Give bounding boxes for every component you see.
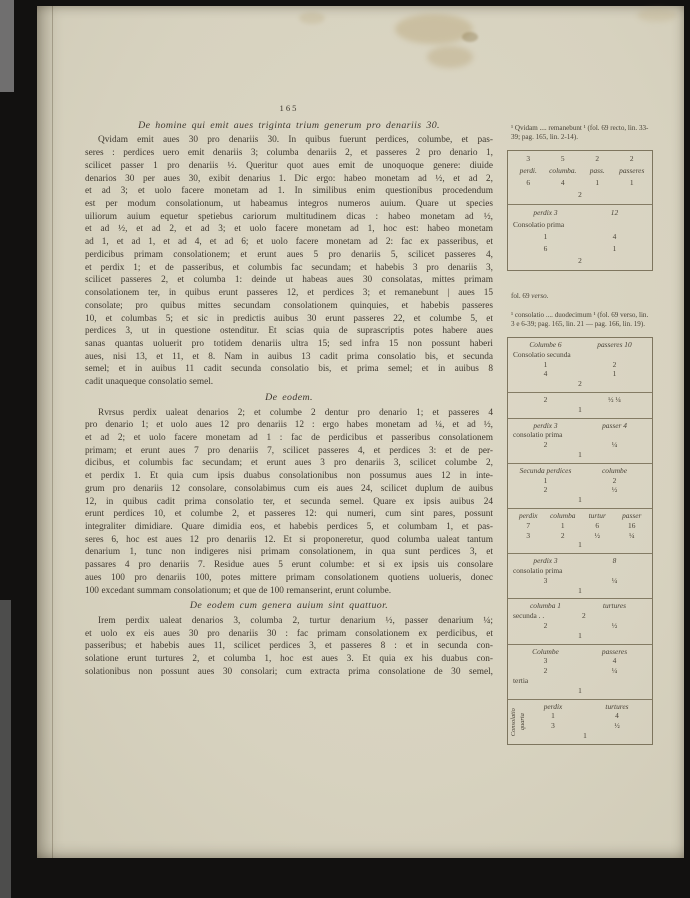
main-text-column	[85, 102, 493, 679]
table-cell: passer 4	[602, 420, 627, 430]
table-row	[511, 621, 649, 631]
table-cell: secunda . .	[513, 611, 545, 621]
table-cell: 6	[543, 244, 548, 253]
table-cell: 1	[583, 730, 587, 740]
table-section	[508, 151, 652, 204]
text-line: est per modum consolationum, ut habeamus integros numeros auium. Quare ut species	[85, 199, 493, 210]
foxing-stain	[299, 12, 325, 24]
table-cell: 2	[578, 379, 582, 389]
text-line: solatione erunt turtures 2, et columba 1, hoc est aues 3. Et quia ex his duabus con-	[85, 654, 493, 665]
table-cell: 3	[551, 721, 555, 731]
table-row	[511, 177, 649, 189]
table-row	[511, 340, 649, 350]
table-cell: ½	[611, 620, 618, 630]
table-row	[511, 540, 649, 550]
vertical-label: Consolatio quarta	[510, 707, 526, 736]
table-cell: columba	[550, 510, 576, 520]
text-line: semel; et in auibus 11 cadit secunda consolatio bis, et prima semel; et in auibus 8	[85, 364, 493, 375]
table-cell: turtures	[602, 601, 627, 611]
text-line: consolationem ter, in quibus erunt passeres 12, et perdices 3; et remanebunt | aues 15	[85, 288, 493, 299]
text-line: cadit unaqueque consolatio semel.	[85, 377, 214, 388]
table-cell: 1	[595, 178, 600, 187]
text-line: passares 4 pro denariis 7. Residue aues 5 erunt columbe: et si ex ipsis uis consolare	[85, 560, 493, 571]
section-heading: De eodem.	[265, 391, 313, 403]
table-cell: 2	[612, 359, 617, 369]
table-cell: 1	[560, 520, 565, 530]
table-cell: 8	[612, 556, 617, 566]
table-cell: 1	[543, 232, 548, 241]
table-cell: 3	[543, 656, 548, 666]
table-cell: perdix	[543, 701, 563, 711]
table-row	[511, 631, 649, 641]
text-line: Irem perdix ualeat denarios 3, columba 2, turtur denarium ½, passer denarium ¼;	[98, 616, 493, 627]
text-line: Qvidam emit aues 30 pro denariis 30. In quibus fuerunt perdices, columbe, et pas-	[98, 135, 493, 146]
table-cell: perdix 3	[533, 208, 558, 217]
text-line: aues 100 pro denariis 100, potes mittere primam consolationem quotiens uolueris, donec	[85, 572, 493, 583]
table-cell: perdix 3	[533, 420, 558, 430]
page-number: 165	[279, 103, 299, 113]
table-row	[511, 405, 649, 415]
table-cell: 3	[543, 575, 548, 585]
table-cell: 4	[543, 369, 548, 379]
table-section	[508, 598, 652, 643]
table-row	[511, 243, 649, 255]
folio-reference-text: fol. 69	[511, 292, 532, 300]
table-row	[511, 586, 649, 596]
table-cell: turtures	[605, 701, 629, 711]
table-cell: ¼	[611, 440, 618, 450]
table-cell: 2	[543, 440, 548, 450]
table-cell: 6	[526, 178, 531, 187]
table-row	[511, 566, 649, 576]
text-line: Rvrsus perdix ualeat denarios 2; et columbe 2 dentur pro denario 1; et passeres 4	[98, 407, 493, 418]
text-line: passeribus; et habebis aues 11, scilicet perdices 3, et passeres 8 : et in secunda con-	[85, 641, 493, 652]
table-row	[511, 350, 649, 360]
table-section	[508, 463, 652, 508]
table-row	[511, 466, 649, 476]
table-section	[508, 204, 652, 270]
text-line: uiliorum auium equetur spetiebus cariorum multitudinem dicas : habeo monetam ad ½,	[85, 211, 493, 222]
table-cell: passeres	[619, 166, 645, 175]
text-line: erunt perdices 10, et columbe 2, et passeres 12: qui numeri, cum sint pares, possunt	[85, 509, 493, 520]
table-row	[511, 231, 649, 243]
table-cell: ½	[594, 530, 601, 540]
table-row	[511, 647, 649, 657]
table-cell: columbe	[601, 465, 628, 475]
text-line: perdicibus primam consolationem; et erunt aues 5 pro denariis 5, scilicet passeres 4,	[85, 249, 493, 260]
table-cell: 1	[578, 630, 582, 640]
table-cell: perdi.	[519, 166, 537, 175]
text-line: pro denario 1; et uolo aues 12 pro denariis 12 : ergo habes monetam ad ¼, et ad ½,	[85, 420, 493, 431]
table-row	[511, 189, 649, 201]
text-line: 10, et columbas 5; et sic in predictis auibus 30 erunt passeres 22, et columbe 5, et	[85, 313, 493, 324]
table-cell: 7	[526, 520, 531, 530]
margin-note-2: ¹ consolatio .... duodecimum ¹ (fol. 69 verso, lin. 3 e 6-39; pag. 165, lin. 21 — pag. 166, lin. 19).	[511, 311, 649, 328]
table-cell: Columbe 6	[529, 340, 562, 349]
table-cell: 2	[560, 530, 565, 540]
table-cell: 4	[612, 232, 617, 241]
table-cell: 2	[543, 485, 548, 495]
table-cell: 2	[578, 190, 582, 199]
text-line: seres 6, hoc est aues 12 pro denariis 12. Et si proponeretur, quod columba ualeat tantum	[85, 534, 493, 545]
text-line: perdices 3, ut in questione ostenditur. Et scias quia de suprascriptis potes habere aues	[85, 326, 493, 337]
table-section	[508, 553, 652, 598]
text-line: integraliter dimidiare. Quare dimidia eos, et habebis perdices 5, et columbam 1, et pas-	[85, 522, 493, 532]
table-cell: Consolatio secunda	[513, 349, 571, 359]
folio-reference-verso: verso.	[531, 292, 549, 300]
table-cell: passeres 10	[597, 340, 632, 349]
table-cell: passer	[622, 510, 642, 520]
table-cell: 1	[543, 475, 548, 485]
table-cell: ½	[611, 485, 618, 495]
text-line: scilicet passer 1 pro denariis ½. Queritur quot aues emit de unoquoque genere: diuide	[85, 160, 493, 171]
table-cell: 5	[560, 154, 565, 163]
table-cell: ¼	[611, 575, 618, 585]
text-line: et perdix 1; et de passeribus, et columbis fac secundam; et habebis 3 pro denariis 3,	[85, 262, 493, 273]
table-row	[511, 430, 649, 440]
text-line: et perdix 1. Et quia cum ipsis duabus consolationibus non possumus aues 12 in inte-	[85, 471, 493, 482]
table-cell: passeres	[601, 646, 628, 656]
table-cell: 2	[595, 154, 600, 163]
table-cell: 1	[612, 369, 617, 379]
table-cell: 1	[578, 685, 582, 695]
table-cell: 1	[578, 585, 582, 595]
table-cell: 1	[551, 711, 555, 721]
table-cell: 3	[526, 154, 531, 163]
table-section	[508, 338, 652, 392]
table-cell: 6	[595, 520, 600, 530]
table-cell: perdix	[518, 510, 538, 520]
table-row	[511, 666, 649, 676]
foxing-stain	[427, 46, 473, 68]
table-row	[511, 576, 649, 586]
table-cell: 1	[543, 359, 548, 369]
table-row	[511, 656, 649, 666]
text-line: dicibus, et columbis fac secundam; et erunt aues 3 pro denariis 3, scilicet columbe 2,	[85, 458, 493, 469]
book-edge-highlight-top	[0, 0, 14, 92]
foxing-stain	[637, 8, 677, 22]
table-row	[511, 450, 649, 460]
table-cell: perdix 3	[533, 556, 558, 566]
table-cell: 4	[560, 178, 565, 187]
table-cell: columba 1	[530, 601, 561, 611]
table-cell: 1	[578, 404, 582, 414]
table-row	[511, 601, 649, 611]
table-cell: ¼	[628, 530, 635, 540]
table-cell: 1	[578, 449, 582, 459]
table-cell: Columbe	[532, 646, 559, 656]
table-section	[508, 644, 652, 699]
table-row	[511, 611, 649, 621]
table-row	[511, 556, 649, 566]
section-heading: De homine qui emit aues triginta trium generum pro denariis 30.	[138, 119, 440, 131]
table-cell: 2	[543, 394, 548, 404]
table-cell: ½ ¼	[608, 394, 621, 404]
text-line: 12, in quibus cadit prima consolatio ter, et secunda semel. Quare ex ipsis auibus 24	[85, 496, 493, 507]
table-cell: 1	[578, 540, 582, 550]
table-section	[508, 392, 652, 418]
table-cell: ¼	[611, 666, 618, 676]
table-cell: 4	[612, 656, 617, 666]
table-cell: turtur	[588, 510, 606, 520]
text-line: et ad 3; et uolo facere monetam ad 1. In similibus enim questionibus procedendum	[85, 186, 493, 197]
text-line: 100 excedant summam consolationum; et que de 100 remanserint, erunt columbe.	[85, 585, 392, 596]
text-line: denarium 1, tunc non indigeres nisi primam consolationem, in qua sunt perdices 3, et	[85, 547, 493, 558]
table-row	[511, 395, 649, 405]
table-row	[511, 379, 649, 389]
text-line: primam; et erunt aues 7 pro denariis 7, scilicet passeres 4, et perdices 3: et de per-	[85, 445, 493, 456]
table-row	[511, 531, 649, 541]
text-line: aues, nisi 13, et 11, et 8. Nam in auibus 13 cadit prima consolatio bis, et secunda	[85, 351, 493, 362]
text-line: et uolo ex eis aues 30 pro denariis 30 : fac primam consolationem ex perdicibus, et	[85, 628, 493, 639]
table-cell: 1	[578, 495, 582, 505]
book-page	[37, 6, 684, 858]
table-cell: 2	[582, 611, 586, 621]
text-line: grum pro denariis 12 consolare, consolabimus cum eis aues 24, scilicet duplum de auibus	[85, 483, 493, 494]
table-cell: Consolatio prima	[513, 220, 565, 229]
table-cell: 1	[612, 244, 617, 253]
table-row	[521, 731, 649, 741]
table-cell: 4	[615, 711, 619, 721]
table-row	[511, 360, 649, 370]
text-line: denarios 30 per aues 30, exibit denarius 1. Dic ergo: habeo monetam ad ½, et ad 2,	[85, 173, 493, 184]
table-row	[511, 165, 649, 177]
table-cell: 2	[629, 154, 634, 163]
section-heading: De eodem cum genera auium sint quattuor.	[189, 600, 389, 612]
table-section	[508, 508, 652, 553]
table-cell: columba.	[549, 166, 577, 175]
text-line: solationibus non possunt aues 30 consolari; cum extracta prima consolatione de 30 semel,	[85, 666, 493, 677]
table-row	[511, 511, 649, 521]
text-line: seres : perdices uero emit denariis 3; columba denariis 2, et passeres 2 pro denario 1,	[85, 148, 493, 159]
text-line: consolate; pro quibus mittes secundam consolationem quinquies, et habebis passeres	[85, 300, 493, 311]
table-cell: tertia	[513, 675, 529, 685]
margin-table-consolatio-1	[507, 150, 653, 271]
table-section	[508, 418, 652, 463]
text-line: sanas quantas uoluerit pro totidem denariis ultra 15; sed infra 15 non possunt haberi	[85, 338, 493, 349]
table-cell: pass.	[589, 166, 605, 175]
foxing-stain	[462, 32, 478, 42]
text-line: ad 1, et ad 1, et ad 4, et ad 6; et uolo facere monetam ad 2: fac ex passeribus, et	[85, 237, 493, 248]
folio-reference	[511, 292, 657, 301]
table-row	[511, 421, 649, 431]
book-edge-highlight-bottom	[0, 600, 11, 898]
table-cell: 12	[610, 208, 619, 217]
table-row	[511, 485, 649, 495]
table-row	[511, 676, 649, 686]
table-cell: 2	[543, 666, 548, 676]
text-line: scilicet passeres 2, et columba 1: deinde ut habeas aues 30 consolatas, mittes primam	[85, 275, 493, 286]
table-cell: 16	[628, 520, 636, 530]
table-cell: ½	[614, 721, 620, 731]
margin-table-consolatio-2	[507, 337, 653, 745]
table-cell: 2	[578, 256, 582, 265]
foxing-stain	[395, 14, 473, 44]
table-row	[511, 521, 649, 531]
table-cell: consolatio prima	[513, 565, 563, 575]
table-section	[508, 699, 652, 744]
table-row	[521, 721, 649, 731]
margin-notes-column	[507, 124, 657, 745]
text-line: et ad ½, et ad 2, et ad 3; et uolo facere monetam ad 1, hoc est: habeo monetam	[85, 224, 493, 235]
table-row	[511, 495, 649, 505]
table-row	[511, 476, 649, 486]
table-cell: 1	[629, 178, 634, 187]
table-row	[511, 219, 649, 231]
table-row	[511, 369, 649, 379]
table-row	[511, 153, 649, 165]
table-cell: consolatio prima	[513, 430, 563, 440]
table-cell: 2	[612, 475, 617, 485]
table-row	[511, 207, 649, 219]
table-row	[521, 702, 649, 712]
margin-note-1: ¹ Qvidam .... remanebunt ¹ (fol. 69 recto, lin. 33-39; pag. 165, lin. 2-14).	[511, 124, 649, 141]
table-cell: Secunda perdices	[519, 465, 572, 475]
text-line: et ad 2; et uolo facere monetam ad 1 : fac de perdicibus et passeribus consolationem	[85, 432, 493, 443]
table-row	[511, 686, 649, 696]
table-cell: 3	[526, 530, 531, 540]
table-row	[511, 440, 649, 450]
table-cell: 2	[543, 620, 548, 630]
table-row	[511, 255, 649, 267]
table-row	[521, 711, 649, 721]
